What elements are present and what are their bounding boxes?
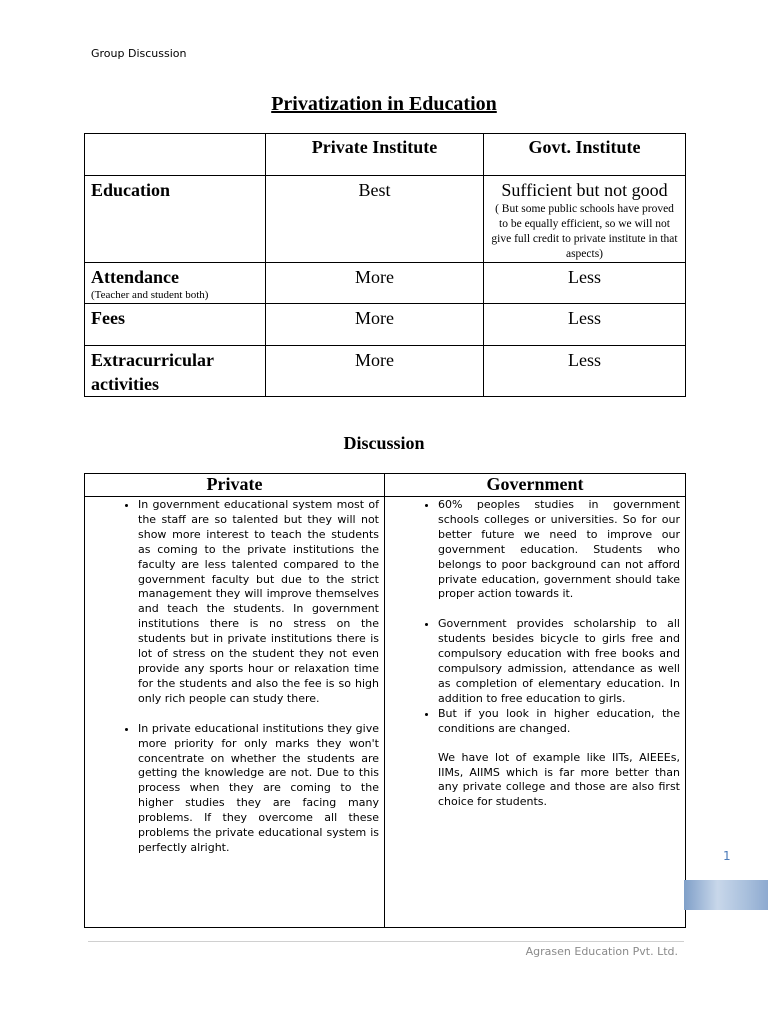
- government-heading: Government: [385, 474, 686, 497]
- table-header-row: [85, 134, 686, 176]
- list-item: • Government provides scholarship to all students besides bicycle to girls free and compulsory education with free books and compulsory admission, attendance as well as completion of elementary education. In addition to free education to girls.: [438, 617, 680, 706]
- page-number: 1: [723, 849, 731, 863]
- private-value: More: [266, 263, 484, 304]
- list-item: • In government educational system most of the staff are so talented but they will not show more interest to teach the students as coming to the private institutions the faculty are less talented compared to the government faculty but due to the strict management they will improve themselves and teach the students. In government institutions there is no stress on the students but in private institutions there is lot of stress on the student they not even provide any sports hour or relaxation time for the students and also the fee is so high only rich people can study there.: [138, 498, 379, 707]
- table-row: [85, 304, 686, 346]
- table-row: [85, 263, 686, 304]
- government-extra-paragraph: We have lot of example like IITs, AIEEEs, IIMs, AIIMS which is far more better than any private college and those are also first choice for students.: [438, 750, 680, 809]
- govt-value: Less: [484, 263, 686, 304]
- table-row: [85, 176, 686, 263]
- private-column: [85, 497, 385, 928]
- govt-value: Less: [484, 346, 686, 397]
- column-header-govt: Govt. Institute: [484, 134, 686, 176]
- row-label: Fees: [85, 304, 266, 346]
- table-corner-cell: [85, 134, 266, 176]
- row-label-text: Attendance: [91, 267, 179, 287]
- page-corner-tab: [684, 880, 768, 910]
- govt-value-text: Sufficient but not good: [501, 180, 668, 200]
- table-row: [85, 346, 686, 397]
- government-points-list: [386, 498, 684, 737]
- row-label: [85, 176, 266, 263]
- private-heading: Private: [85, 474, 385, 497]
- government-column: [385, 497, 686, 928]
- govt-value: [484, 176, 686, 263]
- row-sublabel: (Teacher and student both): [91, 289, 209, 301]
- private-value: More: [266, 346, 484, 397]
- column-header-private: Private Institute: [266, 134, 484, 176]
- row-label-text: Education: [91, 180, 171, 200]
- list-item: • In private educational institutions they give more priority for only marks they won't concentrate on whether the students are getting the knowledge are not. Due to this process when they are coming to the higher studies they are facing many problems. If they overcome all these problems the private educational system is perfectly alright.: [138, 722, 379, 856]
- footer-company: Agrasen Education Pvt. Ltd.: [525, 945, 678, 958]
- govt-note: ( But some public schools have proved to be equally efficient, so we will not give full credit to private institute in that aspects): [491, 203, 678, 260]
- header-label: Group Discussion: [91, 47, 187, 60]
- row-label: Extracurricular activities: [85, 346, 266, 397]
- discussion-table: [84, 473, 686, 928]
- private-value: More: [266, 304, 484, 346]
- comparison-table: [84, 133, 686, 397]
- govt-value: Less: [484, 304, 686, 346]
- private-points-list: [86, 498, 383, 856]
- list-item: • But if you look in higher education, the conditions are changed.: [438, 707, 680, 737]
- row-label: [85, 263, 266, 304]
- footer-divider: [88, 941, 684, 942]
- discussion-title: Discussion: [343, 433, 425, 453]
- discussion-header-row: [85, 474, 686, 497]
- discussion-body-row: [85, 497, 686, 928]
- private-value: Best: [266, 176, 484, 263]
- page-title: Privatization in Education: [271, 93, 497, 115]
- list-item: • 60% peoples studies in government schools colleges or universities. So for our better future we need to improve our government education. Students who belongs to poor background can not afford private education, government should take proper action towards it.: [438, 498, 680, 602]
